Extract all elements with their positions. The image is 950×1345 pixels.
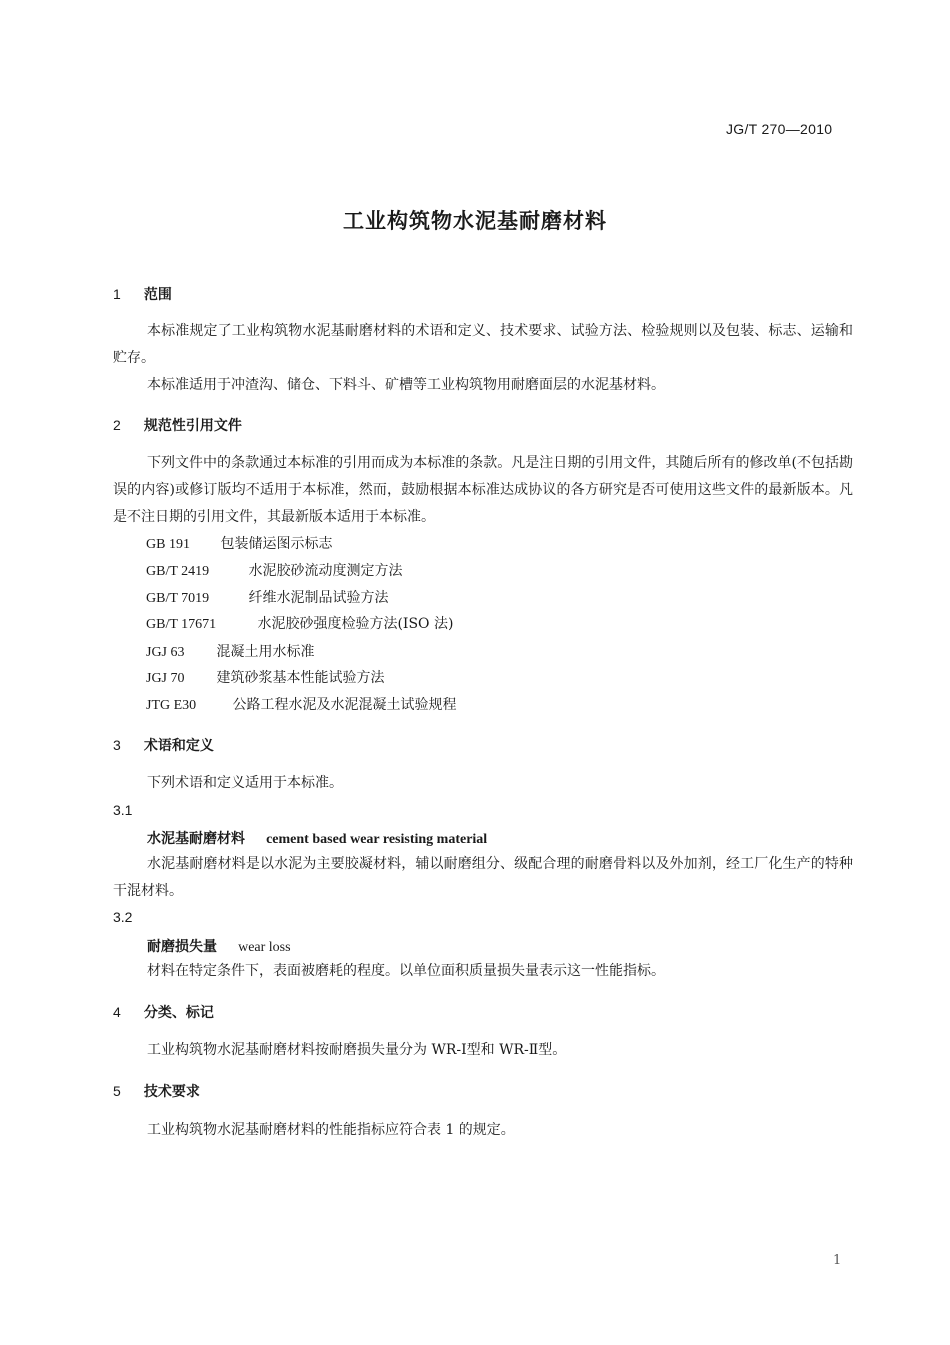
section-3-heading [113, 735, 214, 755]
reference-code: JGJ 70 [146, 671, 185, 686]
reference-item [146, 562, 402, 581]
section-title: 范围 [143, 287, 172, 303]
section-4-heading [113, 1002, 214, 1022]
section-number: 1 [113, 286, 121, 302]
section-2-intro: 下列文件中的条款通过本标准的引用而成为本标准的条款。凡是注日期的引用文件，其随后所有的修改单(不包括勘误的内容)或修订版均不适用于本标准，然而，鼓励根据本标准达成协议的各方研究是否可使用这些文件的最新版本。凡是不注日期的引用文件，其最新版本适用于本标准。 [113, 455, 853, 525]
reference-title: 水泥胶砂流动度测定方法 [248, 563, 403, 579]
reference-item [146, 669, 384, 688]
term-heading [147, 828, 487, 848]
term-chinese: 水泥基耐磨材料 [147, 831, 245, 847]
term-number: 3.1 [113, 802, 133, 818]
reference-item [146, 696, 456, 715]
standard-number: JG/T 270—2010 [726, 121, 833, 137]
reference-item [146, 589, 388, 608]
section-number: 2 [113, 417, 121, 433]
section-title: 分类、标记 [143, 1005, 214, 1021]
term-number: 3.2 [113, 909, 133, 925]
reference-title: 建筑砂浆基本性能试验方法 [216, 670, 385, 686]
section-number: 3 [113, 737, 121, 753]
reference-code: GB 191 [146, 537, 190, 552]
section-title: 术语和定义 [143, 738, 214, 754]
term-chinese: 耐磨损失量 [147, 939, 217, 955]
section-3-intro: 下列术语和定义适用于本标准。 [147, 775, 343, 791]
reference-title: 包装储运图示标志 [220, 536, 333, 552]
reference-item [146, 643, 314, 662]
section-5-heading [113, 1081, 200, 1101]
reference-code: GB/T 2419 [146, 564, 210, 579]
term-english: cement based wear resisting material [266, 832, 488, 847]
term-english: wear loss [238, 940, 291, 955]
term-definition: 材料在特定条件下，表面被磨耗的程度。以单位面积质量损失量表示这一性能指标。 [147, 963, 665, 979]
reference-item [146, 535, 332, 554]
reference-title: 公路工程水泥及水泥混凝土试验规程 [232, 697, 457, 713]
reference-code: GB/T 17671 [146, 617, 217, 632]
reference-title: 混凝土用水标准 [216, 644, 315, 660]
reference-item [146, 615, 453, 634]
reference-code: JTG E30 [146, 698, 197, 713]
reference-code: GB/T 7019 [146, 591, 210, 606]
section-2-heading [113, 415, 242, 435]
section-4-text: 工业构筑物水泥基耐磨材料按耐磨损失量分为 WR-Ⅰ型和 WR-Ⅱ型。 [147, 1042, 567, 1058]
section-1-paragraph-1: 本标准规定了工业构筑物水泥基耐磨材料的术语和定义、技术要求、试验方法、检验规则以及包装、标志、运输和贮存。 [113, 323, 853, 366]
section-5-text: 工业构筑物水泥基耐磨材料的性能指标应符合表 1 的规定。 [147, 1122, 515, 1138]
term-heading [147, 936, 291, 956]
section-1-heading [113, 284, 172, 304]
reference-title: 水泥胶砂强度检验方法(ISO 法) [257, 616, 454, 632]
reference-title: 纤维水泥制品试验方法 [248, 590, 389, 606]
section-title: 技术要求 [143, 1084, 200, 1100]
section-number: 5 [113, 1083, 121, 1099]
section-title: 规范性引用文件 [143, 418, 242, 434]
section-1-paragraph-2: 本标准适用于冲渣沟、储仓、下料斗、矿槽等工业构筑物用耐磨面层的水泥基材料。 [147, 377, 665, 393]
reference-code: JGJ 63 [146, 645, 185, 660]
document-title: 工业构筑物水泥基耐磨材料 [343, 209, 607, 233]
page-number: 1 [833, 1253, 842, 1268]
section-number: 4 [113, 1004, 121, 1020]
term-definition: 水泥基耐磨材料是以水泥为主要胶凝材料，辅以耐磨组分、级配合理的耐磨骨料以及外加剂，经工厂化生产的特种干混材料。 [113, 856, 853, 899]
